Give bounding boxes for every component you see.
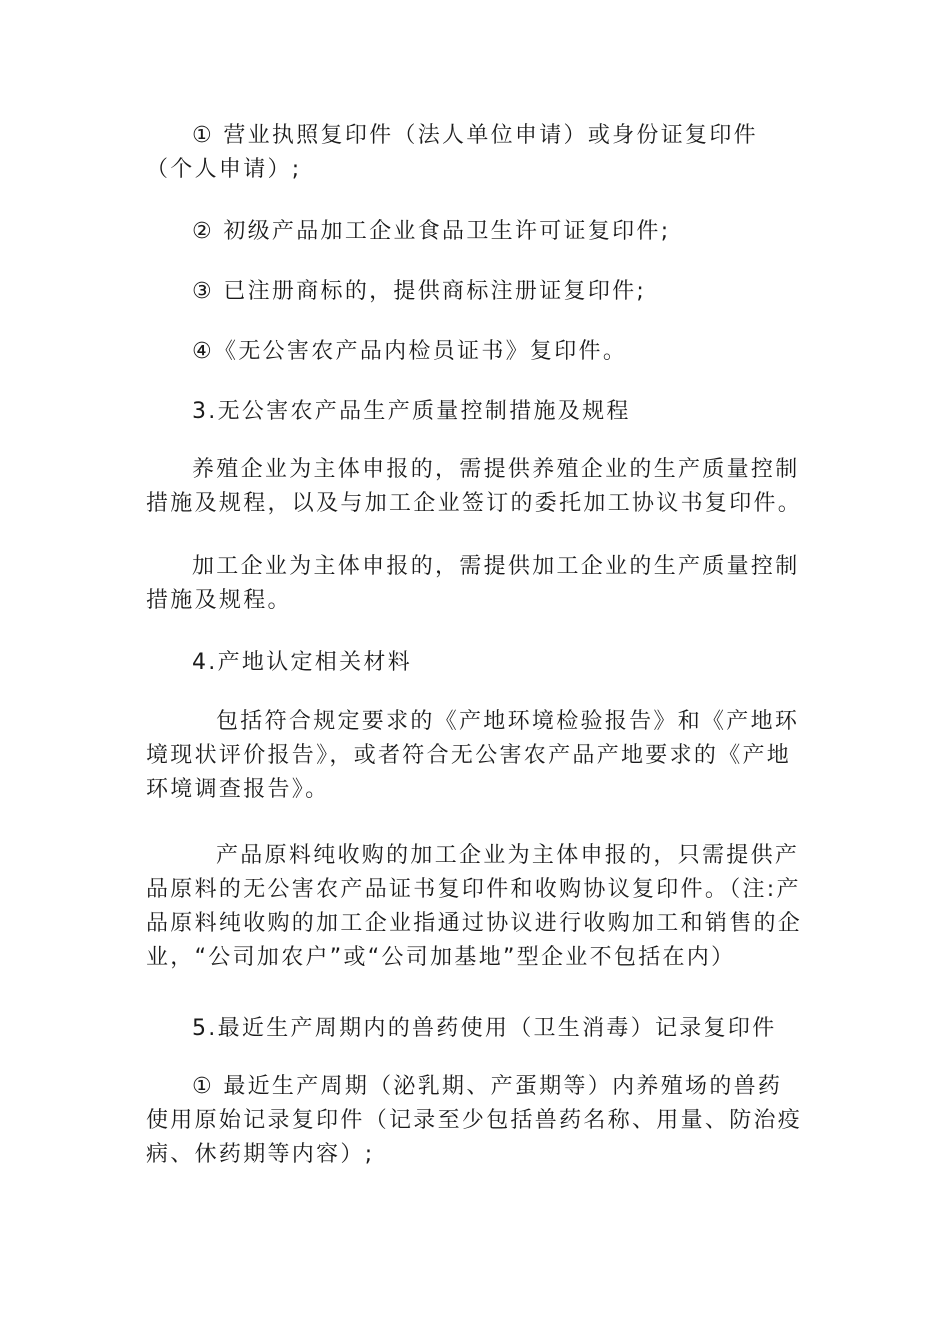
paragraph-purchase-note: 产品原料纯收购的加工企业为主体申报的，只需提供产品原料的无公害农产品证书复印件和收购协议复印件。（注:产品原料纯收购的加工企业指通过协议进行收购加工和销售的企业，“公司加农户”或“公司加基地”型企业不包括在内） [146,843,803,970]
paragraph-origin-reports: 包括符合规定要求的《产地环境检验报告》和《产地环境现状评价报告》，或者符合无公害农产品产地要求的《产地环境调查报告》。 [146,709,800,802]
paragraph-item-4: ④《无公害农产品内检员证书》复印件。 [192,339,628,364]
section-heading-3: 3.无公害农产品生产质量控制措施及规程 [192,399,631,424]
section-heading-5: 5.最近生产周期内的兽药使用（卫生消毒）记录复印件 [192,1016,777,1041]
paragraph-vet-records: ① 最近生产周期（泌乳期、产蛋期等）内养殖场的兽药使用原始记录复印件（记录至少包括兽药名称、用量、防治疫病、休药期等内容）; [146,1074,803,1167]
paragraph-breeding-enterprise: 养殖企业为主体申报的，需提供养殖企业的生产质量控制措施及规程，以及与加工企业签订的委托加工协议书复印件。 [146,457,803,516]
paragraph-item-2: ② 初级产品加工企业食品卫生许可证复印件; [192,219,671,244]
paragraph-item-1: ① 营业执照复印件（法人单位申请）或身份证复印件（个人申请）; [146,123,758,182]
paragraph-item-3: ③ 已注册商标的，提供商标注册证复印件; [192,279,647,304]
section-heading-4: 4.产地认定相关材料 [192,650,412,675]
paragraph-processing-enterprise: 加工企业为主体申报的，需提供加工企业的生产质量控制措施及规程。 [146,554,800,613]
